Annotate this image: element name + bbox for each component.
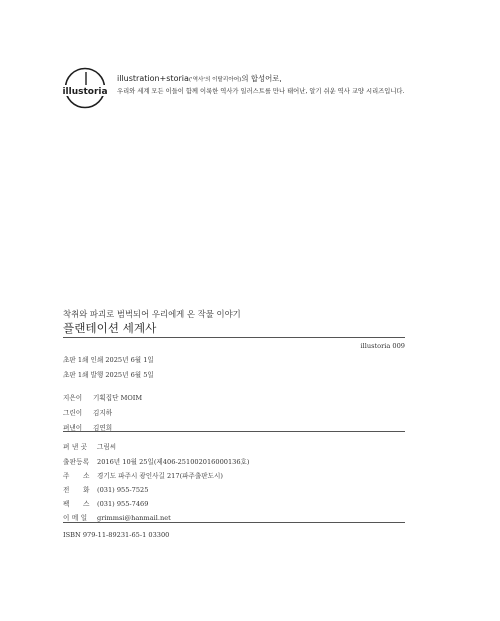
illustoria-logo (63, 66, 107, 110)
publisher-row (63, 484, 148, 494)
divider (63, 431, 405, 432)
publisher-label: 전 화 (63, 486, 90, 494)
publisher-label: 이 메 일 (63, 514, 88, 522)
credit-label: 그린이 (63, 409, 83, 417)
publisher-value: 경기도 파주시 광인사길 217(파주출판도시) (97, 472, 223, 480)
credit-label: 지은이 (63, 394, 83, 402)
isbn: ISBN 979-11-89231-65-1 03300 (63, 531, 170, 539)
publisher-row (63, 498, 148, 508)
publisher-value: (031) 955-7469 (97, 500, 149, 508)
publisher-value: (031) 955-7525 (97, 486, 149, 494)
publisher-label: 주 소 (63, 472, 90, 480)
publisher-label: 팩 스 (63, 500, 90, 508)
series-number: illustoria 009 (360, 342, 405, 350)
divider (63, 522, 405, 523)
book-subtitle: 착취와 파괴로 범벅되어 우리에게 온 작물 이야기 (63, 309, 241, 319)
credit-value: 김지하 (93, 409, 113, 417)
logo-text: illustoria (63, 87, 107, 97)
publisher-value: 2016년 10월 25일(제406-251002016000136호) (97, 458, 250, 466)
publisher-label: 출판등록 (63, 458, 90, 466)
publisher-value: grimmsi@hanmail.net (97, 514, 171, 522)
divider (63, 337, 405, 338)
credit-value: 김연희 (93, 424, 113, 432)
credit-row (63, 407, 112, 417)
credit-value: 기획집단 MOIM (93, 394, 143, 402)
credit-row (63, 392, 142, 402)
brand-name-note: ('역사'의 이탈리아어) (188, 77, 242, 83)
brand-name: illustration+storia (117, 74, 189, 83)
brand-name-suffix: 의 합성어로, (241, 74, 282, 83)
first-print-date: 초판 1쇄 인쇄 2025년 6월 1일 (63, 356, 154, 364)
brand-intro (117, 73, 282, 84)
publisher-row (63, 456, 250, 466)
publisher-label: 펴 낸 곳 (63, 443, 88, 451)
publisher-row (63, 512, 171, 522)
credit-label: 펴낸이 (63, 424, 83, 432)
book-title: 플랜테이션 세계사 (63, 321, 157, 335)
publisher-value: 그림씨 (97, 443, 117, 451)
first-publish-date: 초판 1쇄 발행 2025년 6월 5일 (63, 371, 154, 379)
publisher-row (63, 470, 223, 480)
publisher-row (63, 441, 116, 451)
brand-description: 우리와 세계 모든 이들이 함께 이룩한 역사가 일러스트를 만나 태어난, 알기 쉬운 역사 교양 시리즈입니다. (117, 88, 405, 95)
